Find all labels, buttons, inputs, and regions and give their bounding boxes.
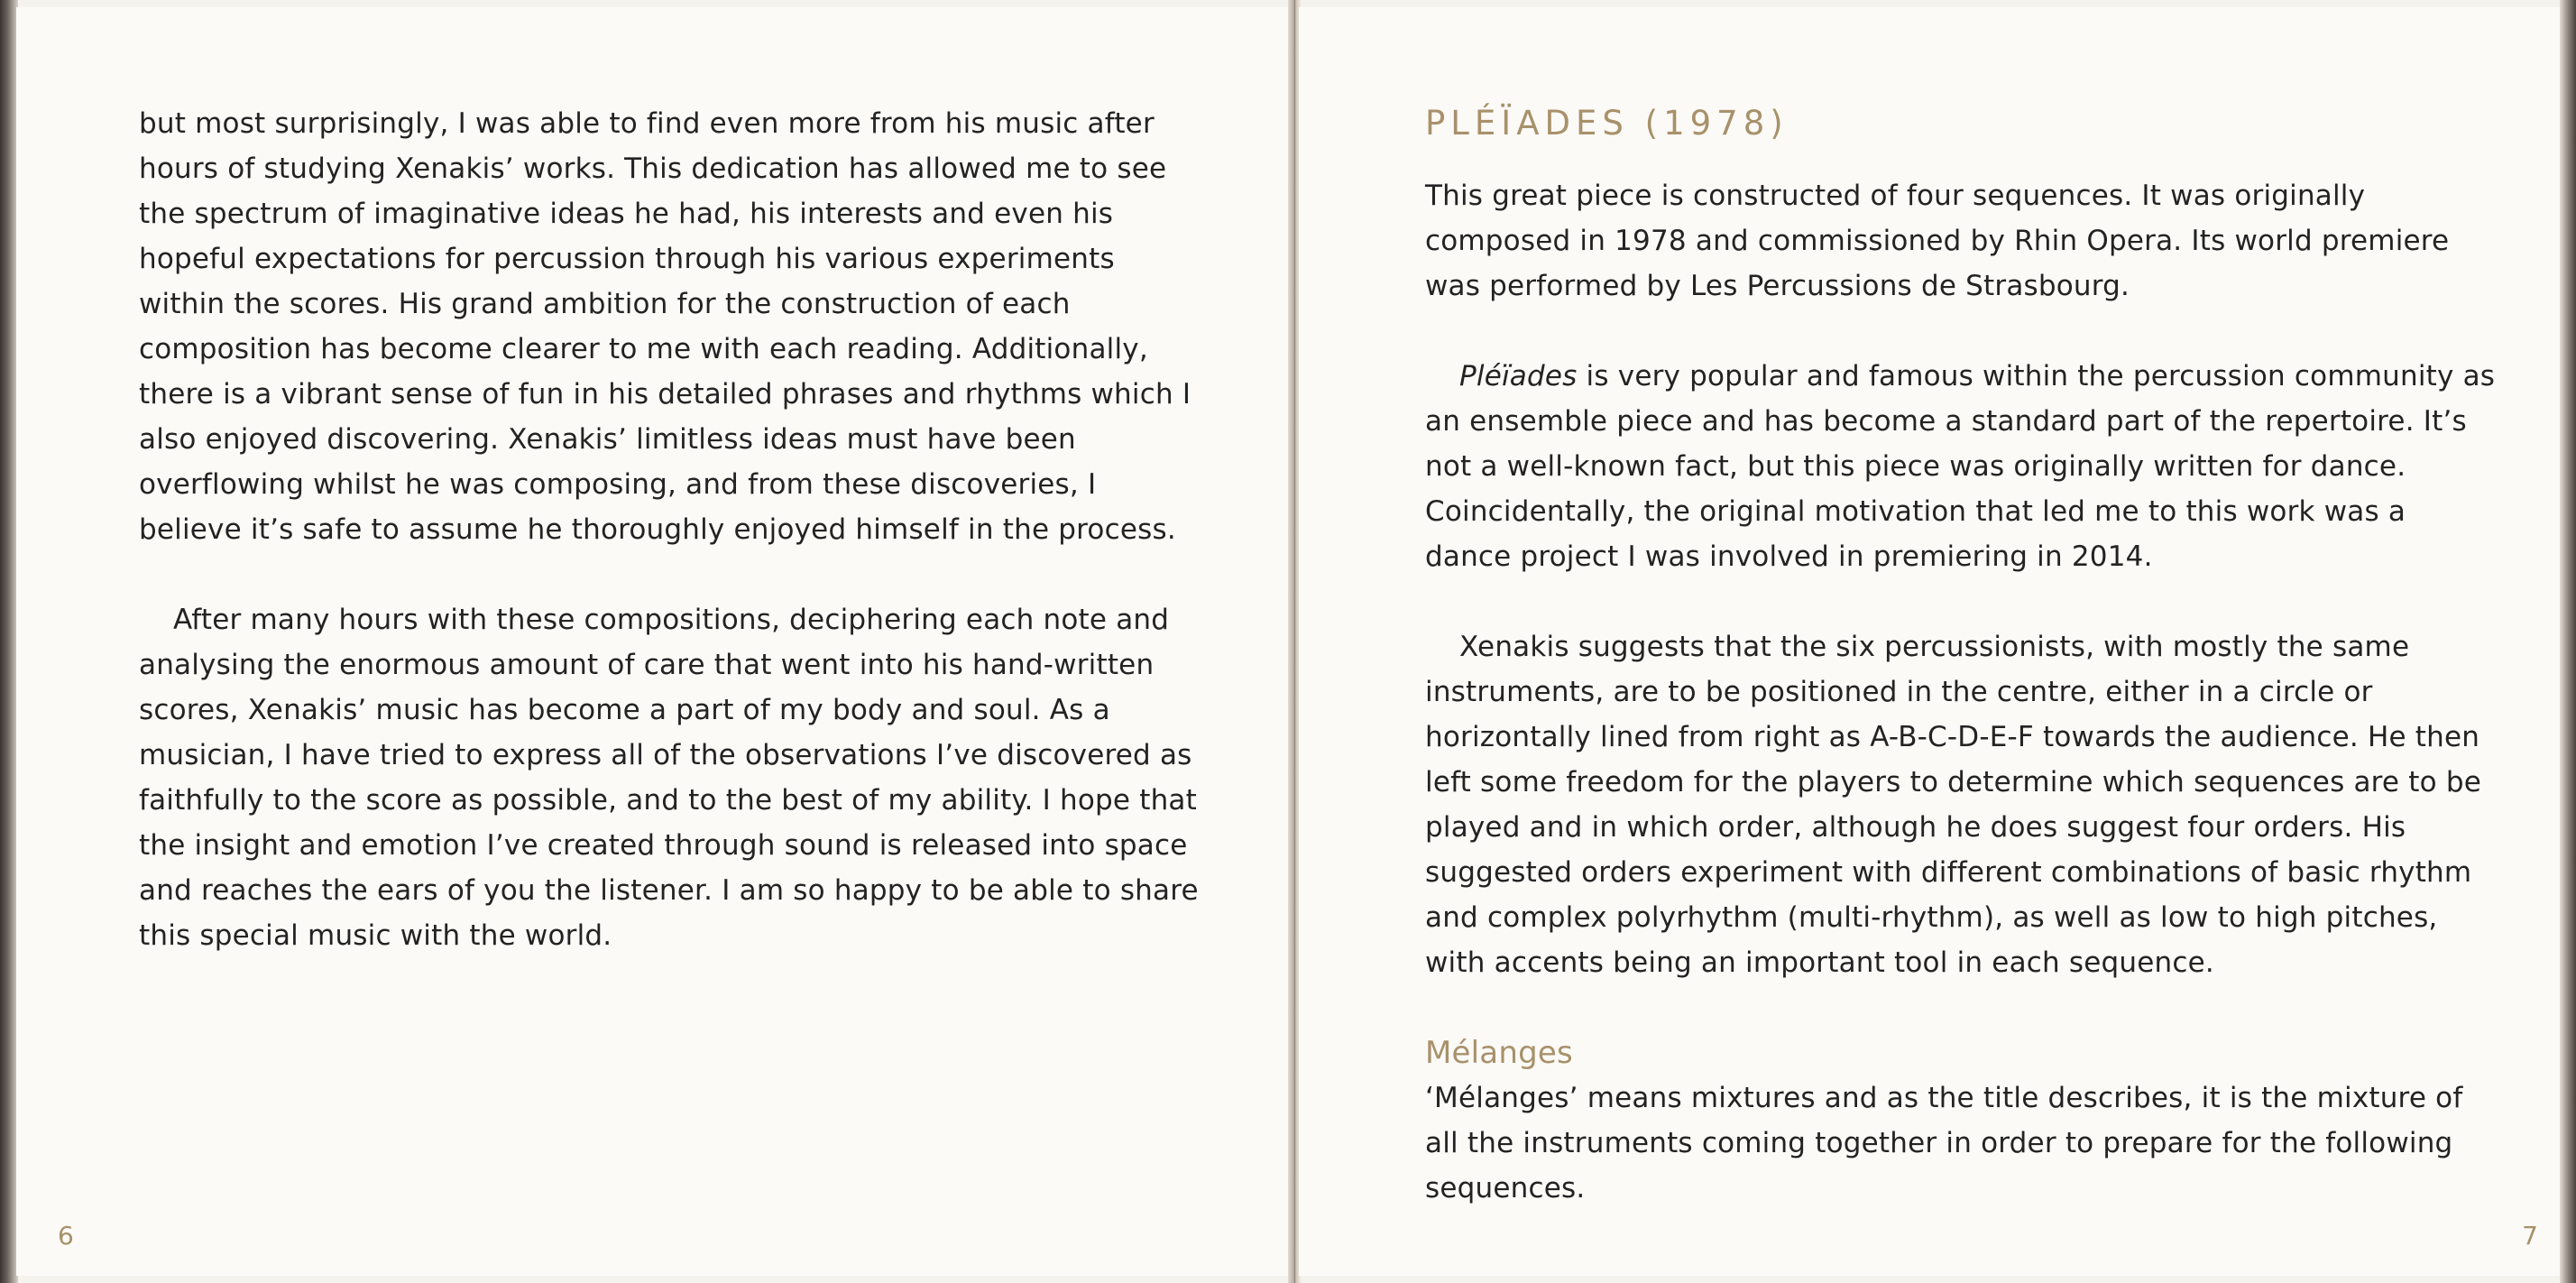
left-text-column [139, 101, 1203, 1003]
right-paragraph-4: ‘Mélanges’ means mixtures and as the title describes, it is the mixture of all the instruments coming together in order to prepare for the following sequences. [1425, 1082, 2463, 1205]
right-page-number: 7 [2522, 1221, 2538, 1251]
left-page [16, 7, 1295, 1276]
left-scan-edge [0, 0, 18, 1283]
left-paragraph-2: After many hours with these compositions, deciphering each note and analysing the enormous amount of care that went into his hand-written scores, Xenakis’ music has become a part of my body and soul. As a musician, I have tried to express all of the observations I’ve discovered as faithfully to the score as possible, and to the best of my ability. I hope that the insight and emotion I’ve created through sound is released into space and reaches the ears of you the listener. I am so happy to be able to share this special music with the world. [139, 604, 1199, 952]
right-page [1299, 7, 2560, 1276]
right-scan-edge [2560, 0, 2576, 1283]
right-paragraph-3: Xenakis suggests that the six percussionists, with mostly the same instruments, are to be positioned in the centre, either in a circle or horizontally lined from right as A-B-C-D-E-F towards the audience. He then left some freedom for the players to determine which sequences are to be played and in which order, although he does suggest four orders. His suggested orders experiment with different combinations of basic rhythm and complex polyrhythm (multi-rhythm), as well as low to high pitches, with accents being an important tool in each sequence. [1425, 631, 2481, 979]
right-paragraph-1: This great piece is constructed of four sequences. It was originally composed in 1978 and commissioned by Rhin Opera. Its world premiere was performed by Les Percussions de Strasbourg. [1425, 180, 2450, 302]
sub-heading: Mélanges [1425, 1035, 1573, 1071]
right-text-column [1425, 101, 2498, 1211]
left-page-number: 6 [58, 1221, 74, 1251]
left-paragraph-1: but most surprisingly, I was able to find even more from his music after hours of studying Xenakis’ works. This dedication has allowed me to see the spectrum of imaginative ideas he had, his interests and even his hopeful expectations for percussion through his various experiments within the scores. His grand ambition for the construction of each composition has become clearer to me with each reading. Additionally, there is a vibrant sense of fun in his detailed phrases and rhythms which I also enjoyed discovering. Xenakis’ limitless ideas must have been overflowing whilst he was composing, and from these discoveries, I believe it’s safe to assume he thoroughly enjoyed himself in the process. [139, 107, 1191, 546]
section-title: PLÉÏADES (1978) [1425, 104, 1789, 143]
right-paragraph-2-text: is very popular and famous within the percussion community as an ensemble piece and has become a standard part of the repertoire. It’s not a well-known fact, but this piece was originally written for dance. Coincidentally, the original motivation that led me to this work was a dance project I was involved in premiering in 2014. [1425, 360, 2496, 573]
right-paragraph-2 [1425, 354, 2498, 579]
work-title-italic: Pléïades [1459, 360, 1578, 392]
